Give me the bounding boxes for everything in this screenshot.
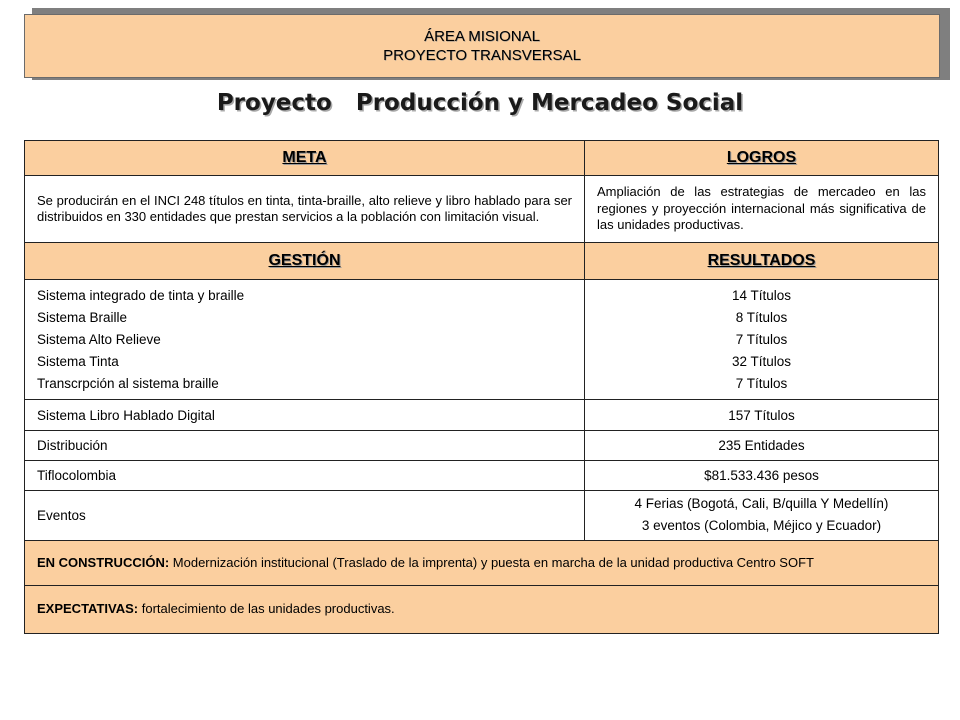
resultados-header: RESULTADOS (585, 243, 939, 280)
sistema-item: Transcrpción al sistema braille (37, 375, 219, 391)
gestion-cell: Distribución (25, 430, 585, 460)
resultado-cell: $81.533.436 pesos (585, 460, 939, 490)
construccion-text: Modernización institucional (Traslado de la imprenta) y puesta en marcha de la unidad productiva Centro SOFT (169, 554, 814, 570)
resultado-item: 8 Títulos (735, 309, 788, 325)
eventos-resultado-ferias: 4 Ferias (Bogotá, Cali, B/quilla Y Medellín) (634, 496, 889, 512)
meta-header-row (25, 141, 939, 176)
meta-header: META (25, 141, 585, 176)
sistema-item: Sistema Tinta (37, 353, 119, 369)
eventos-gestion: Eventos (25, 490, 585, 540)
header-line-area: ÁREA MISIONAL (424, 28, 540, 45)
resultado-cell: 235 Entidades (585, 430, 939, 460)
gestion-header-row (25, 243, 939, 280)
construccion-note (25, 540, 939, 585)
logros-text: Ampliación de las estrategias de mercadeo en las regiones y proyección internacional más significativa de las unidades productivas. (585, 176, 939, 243)
sistema-item: Sistema Braille (37, 309, 128, 325)
resultado-item: 7 Títulos (735, 375, 788, 391)
table-row (25, 430, 939, 460)
gestion-cell: Tiflocolombia (25, 460, 585, 490)
meta-text: Se producirán en el INCI 248 títulos en tinta, tinta-braille, alto relieve y libro hablado para ser distribuidos en 330 entidades que prestan servicios a la población con limitación visual. (25, 176, 585, 243)
eventos-row (25, 490, 939, 540)
resultado-item: 7 Títulos (735, 331, 788, 347)
expectativas-text: fortalecimiento de las unidades productivas. (138, 601, 395, 617)
construccion-row (25, 540, 939, 585)
sistema-item: Sistema integrado de tinta y braille (37, 287, 245, 303)
sistema-item: Sistema Alto Relieve (37, 331, 161, 347)
resultado-item: 14 Títulos (731, 287, 792, 303)
table-row (25, 460, 939, 490)
sistemas-resultados (585, 280, 939, 400)
eventos-resultado-eventos: 3 eventos (Colombia, Méjico y Ecuador) (641, 518, 882, 534)
resultado-item: 32 Títulos (731, 353, 792, 369)
header-banner (24, 14, 940, 78)
gestion-header: GESTIÓN (25, 243, 585, 280)
sistemas-row (25, 280, 939, 400)
eventos-resultados (585, 490, 939, 540)
sistemas-gestion (25, 280, 585, 400)
page-title: Proyecto Producción y Mercadeo Social (216, 90, 744, 116)
expectativas-note (25, 585, 939, 633)
header-line-proyecto: PROYECTO TRANSVERSAL (383, 47, 581, 64)
resultado-cell: 157 Títulos (585, 400, 939, 430)
construccion-label: EN CONSTRUCCIÓN: (37, 554, 170, 570)
logros-header: LOGROS (585, 141, 939, 176)
table-row (25, 400, 939, 430)
project-table (24, 140, 939, 634)
gestion-cell: Sistema Libro Hablado Digital (25, 400, 585, 430)
expectativas-label: EXPECTATIVAS: (37, 601, 139, 617)
expectativas-row (25, 585, 939, 633)
meta-row (25, 176, 939, 243)
